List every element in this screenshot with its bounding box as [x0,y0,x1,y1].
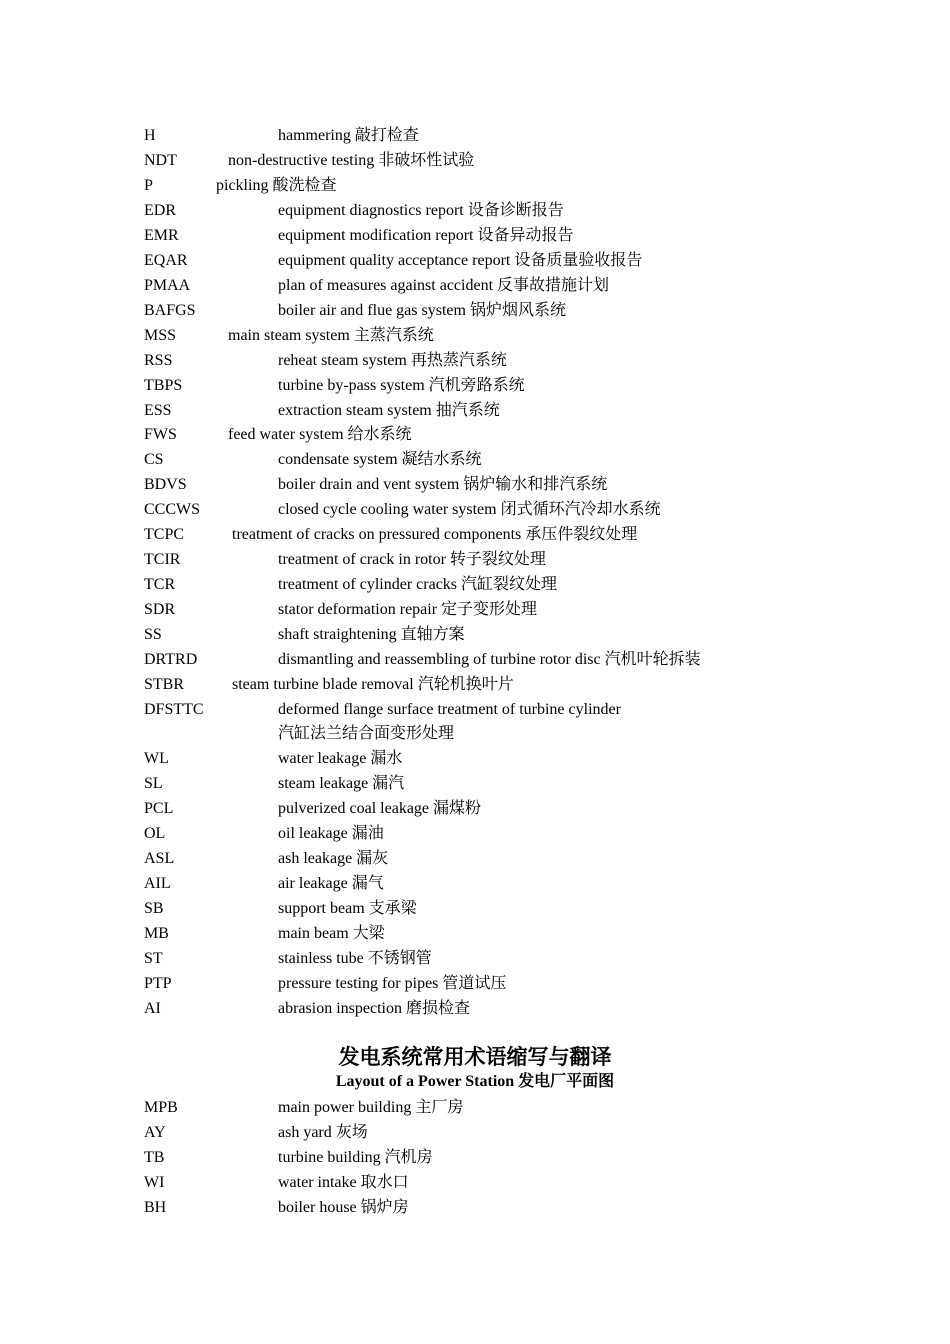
abbreviation: BAFGS [144,302,196,319]
abbreviation: H [144,127,156,144]
section-title: 发电系统常用术语缩写与翻译 [338,1045,612,1069]
abbreviation: SDR [144,601,176,618]
abbreviation: DFSTTC [144,701,204,718]
term-translation: boiler air and flue gas system 锅炉烟风系统 [278,302,566,319]
abbreviation: EDR [144,202,176,219]
abbreviation: PMAA [144,277,191,294]
term-translation: pickling 酸洗检查 [216,177,337,194]
abbreviation: MB [144,925,169,942]
abbreviation: RSS [144,352,173,369]
term-translation: condensate system 凝结水系统 [278,451,482,468]
section-subtitle: Layout of a Power Station 发电厂平面图 [335,1073,615,1090]
term-translation: water leakage 漏水 [278,750,403,767]
term-translation: main steam system 主蒸汽系统 [228,327,434,344]
term-translation: steam turbine blade removal 汽轮机换叶片 [232,676,514,693]
term-translation: abrasion inspection 磨损检查 [278,1000,470,1017]
term-translation: treatment of cracks on pressured components 承压件裂纹处理 [232,526,638,543]
abbreviation: STBR [144,676,185,693]
term-translation: equipment modification report 设备异动报告 [278,227,574,244]
term-translation: closed cycle cooling water system 闭式循环汽冷却水系统 [278,501,661,518]
term-translation: treatment of crack in rotor 转子裂纹处理 [278,551,546,568]
abbreviation: TB [144,1149,165,1166]
term-translation: stainless tube 不锈钢管 [278,950,432,967]
abbreviation: TCR [144,576,176,593]
term-translation: ash leakage 漏灰 [278,850,389,867]
term-translation: ash yard 灰场 [278,1124,368,1141]
term-translation: turbine building 汽机房 [278,1149,433,1166]
abbreviation: BH [144,1199,167,1216]
abbreviation: ST [144,950,163,967]
term-translation: feed water system 给水系统 [228,426,412,443]
term-translation: stator deformation repair 定子变形处理 [278,601,538,618]
term-translation: shaft straightening 直轴方案 [278,626,465,643]
abbreviation: OL [144,825,166,842]
abbreviation: PTP [144,975,172,992]
abbreviation: DRTRD [144,651,198,668]
term-translation: oil leakage 漏油 [278,825,384,842]
term-translation: deformed flange surface treatment of turbine cylinder [278,701,621,718]
term-translation: water intake 取水口 [278,1174,409,1191]
abbreviation: SL [144,775,163,792]
abbreviation: ASL [144,850,175,867]
abbreviation: ESS [144,402,172,419]
abbreviation: AY [144,1124,166,1141]
abbreviation: PCL [144,800,174,817]
abbreviation: EQAR [144,252,188,269]
term-translation: steam leakage 漏汽 [278,775,405,792]
term-translation: 汽缸法兰结合面变形处理 [278,725,455,742]
term-translation: pressure testing for pipes 管道试压 [278,975,507,992]
abbreviation: CS [144,451,164,468]
abbreviation: TCPC [144,526,185,543]
term-translation: pulverized coal leakage 漏煤粉 [278,800,482,817]
abbreviation: NDT [144,152,177,169]
term-translation: treatment of cylinder cracks 汽缸裂纹处理 [278,576,558,593]
abbreviation: SB [144,900,164,917]
term-translation: equipment quality acceptance report 设备质量验收报告 [278,252,643,269]
term-translation: support beam 支承梁 [278,900,417,917]
abbreviation: AIL [144,875,171,892]
term-translation: main power building 主厂房 [278,1099,464,1116]
term-translation: equipment diagnostics report 设备诊断报告 [278,202,564,219]
term-translation: main beam 大梁 [278,925,385,942]
term-translation: hammering 敲打检查 [278,127,419,144]
abbreviation: MSS [144,327,177,344]
abbreviation: CCCWS [144,501,201,518]
abbreviation: TBPS [144,377,183,394]
abbreviation: FWS [144,426,177,443]
term-translation: non-destructive testing 非破坏性试验 [228,152,475,169]
term-translation: turbine by-pass system 汽机旁路系统 [278,377,525,394]
term-translation: air leakage 漏气 [278,875,384,892]
abbreviation: AI [144,1000,161,1017]
term-translation: boiler house 锅炉房 [278,1199,409,1216]
abbreviation: EMR [144,227,179,244]
abbreviation: P [144,177,153,194]
term-translation: extraction steam system 抽汽系统 [278,402,500,419]
term-translation: boiler drain and vent system 锅炉输水和排汽系统 [278,476,608,493]
abbreviation: WI [144,1174,165,1191]
term-translation: plan of measures against accident 反事故措施计划 [278,277,610,294]
abbreviation: SS [144,626,162,643]
abbreviation: BDVS [144,476,187,493]
abbreviation: TCIR [144,551,181,568]
abbreviation: MPB [144,1099,178,1116]
term-translation: reheat steam system 再热蒸汽系统 [278,352,507,369]
abbreviation: WL [144,750,169,767]
term-translation: dismantling and reassembling of turbine rotor disc 汽机叶轮拆装 [278,651,701,668]
